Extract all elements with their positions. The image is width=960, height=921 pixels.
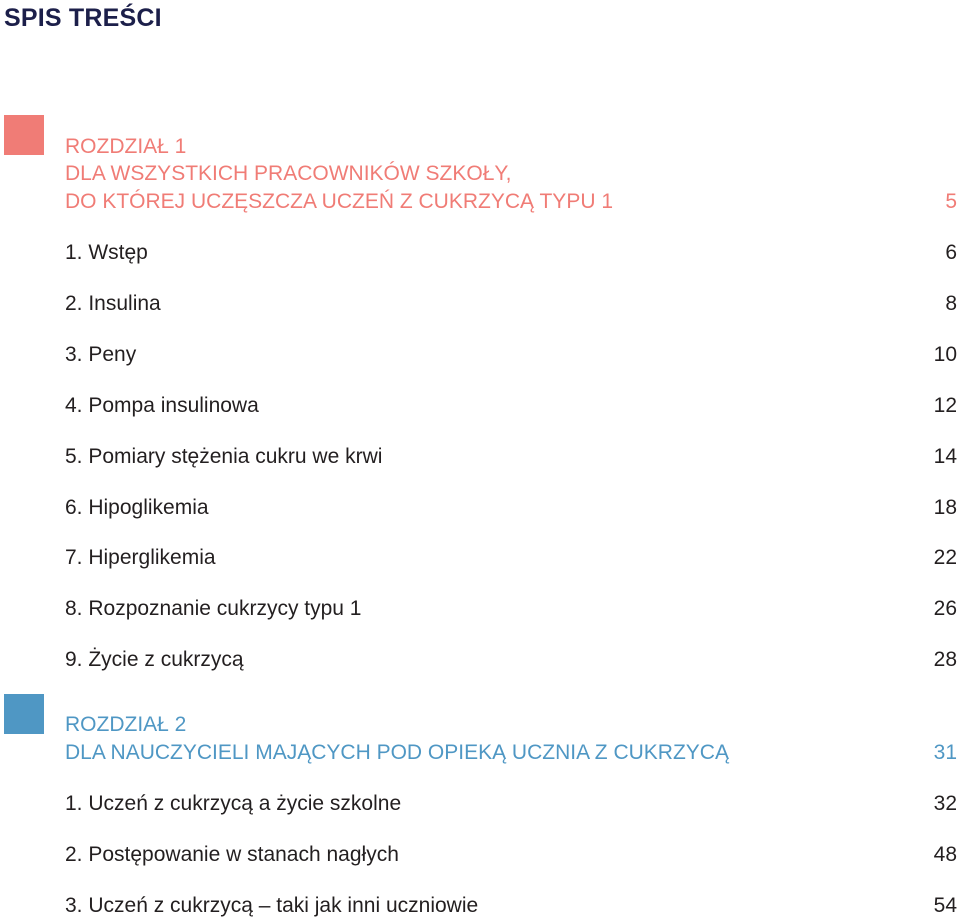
toc-entry-page-number: 12	[933, 393, 957, 417]
toc-entry-label: 6. Hipoglikemia	[65, 495, 209, 519]
toc-entry[interactable]	[65, 444, 957, 470]
chapter-1-title-line-2[interactable]: DO KTÓREJ UCZĘSZCZA UCZEŃ Z CUKRZYCĄ TYPU 1	[65, 190, 613, 213]
chapter-2-page-number[interactable]: 31	[933, 741, 957, 764]
toc-entry-page-number: 10	[933, 342, 957, 366]
chapter-2-marker-icon	[4, 694, 44, 734]
page-title: SPIS TREŚCI	[4, 4, 162, 32]
toc-entry[interactable]	[65, 342, 957, 368]
toc-entry-page-number: 26	[933, 597, 957, 621]
toc-entry[interactable]	[65, 545, 957, 571]
toc-entry-label: 9. Życie z cukrzycą	[65, 648, 244, 672]
toc-entry-label: 7. Hiperglikemia	[65, 546, 216, 570]
toc-entry-page-number: 22	[933, 546, 957, 570]
toc-entry-page-number: 8	[945, 291, 957, 315]
chapter-1-title-line-1[interactable]: DLA WSZYSTKICH PRACOWNIKÓW SZKOŁY,	[65, 162, 512, 185]
toc-entry-page-number: 14	[933, 444, 957, 468]
toc-entry[interactable]	[65, 393, 957, 419]
toc-entry[interactable]	[65, 647, 957, 673]
toc-entry-page-number: 6	[945, 241, 957, 264]
toc-entry[interactable]	[65, 291, 957, 317]
toc-entry-label: 3. Peny	[65, 342, 137, 366]
toc-entry-page-number: 32	[933, 792, 957, 815]
toc-entry-label: 3. Uczeń z cukrzycą – taki jak inni uczniowie	[65, 894, 479, 917]
chapter-1-label[interactable]: ROZDZIAŁ 1	[65, 135, 187, 158]
chapter-2-title-line-1[interactable]: DLA NAUCZYCIELI MAJĄCYCH POD OPIEKĄ UCZNIA Z CUKRZYCĄ	[65, 741, 729, 764]
toc-entry-label: 8. Rozpoznanie cukrzycy typu 1	[65, 597, 362, 621]
toc-entry[interactable]	[65, 240, 957, 266]
toc-entry-label: 5. Pomiary stężenia cukru we krwi	[65, 444, 383, 468]
toc-entry-page-number: 28	[933, 648, 957, 672]
chapter-1-page-number[interactable]: 5	[945, 190, 957, 213]
toc-entry-page-number: 18	[933, 495, 957, 519]
toc-entry-page-number: 54	[933, 894, 957, 917]
toc-entry[interactable]	[65, 842, 957, 868]
toc-entry[interactable]	[65, 791, 957, 817]
toc-entry[interactable]	[65, 495, 957, 521]
toc-entry-label: 1. Uczeń z cukrzycą a życie szkolne	[65, 792, 402, 815]
chapter-1-marker-icon	[4, 115, 44, 155]
chapter-2-label[interactable]: ROZDZIAŁ 2	[65, 713, 187, 736]
toc-entry[interactable]	[65, 893, 957, 919]
toc-entry-label: 2. Postępowanie w stanach nagłych	[65, 843, 399, 866]
toc-entry-label: 2. Insulina	[65, 291, 161, 315]
toc-entry[interactable]	[65, 596, 957, 622]
toc-entry-page-number: 48	[933, 843, 957, 866]
toc-entry-label: 1. Wstęp	[65, 241, 148, 264]
toc-entry-label: 4. Pompa insulinowa	[65, 393, 259, 417]
